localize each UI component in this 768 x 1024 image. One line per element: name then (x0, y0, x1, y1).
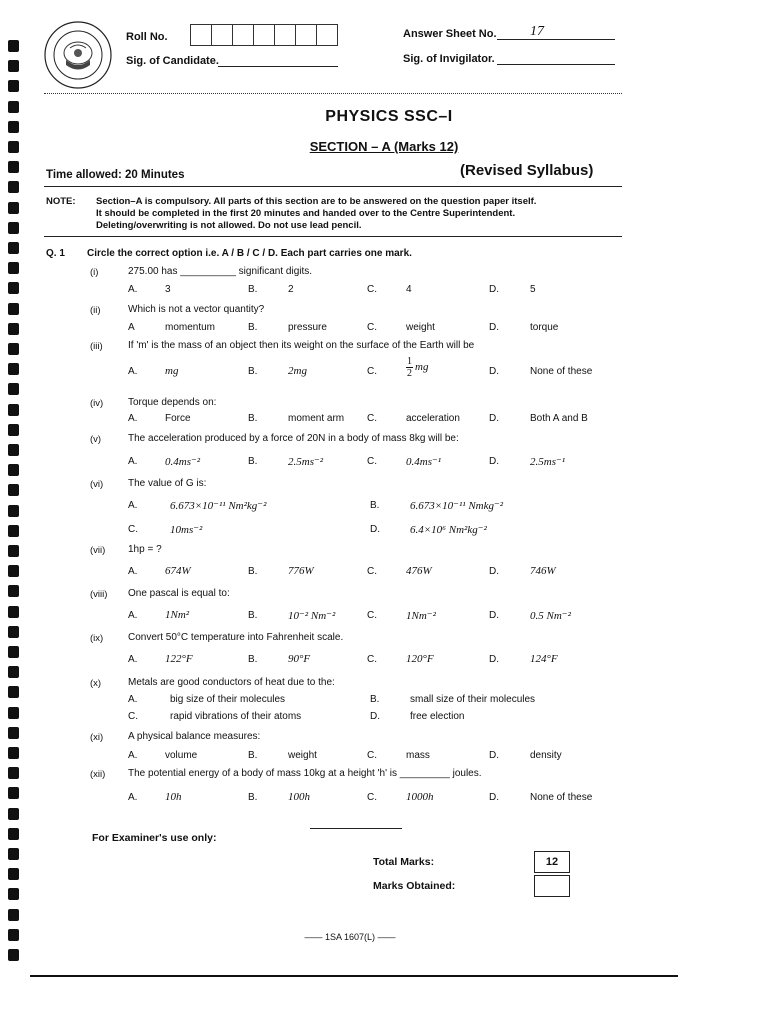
binding-hole (8, 626, 19, 638)
option-choice[interactable]: weight (288, 750, 317, 761)
question-part-number: (vii) (90, 545, 106, 556)
binding-hole (8, 262, 19, 274)
option-choice[interactable]: 746W (530, 565, 556, 577)
candidate-signature-line[interactable] (218, 66, 338, 67)
binding-hole (8, 888, 19, 900)
invigilator-signature-line[interactable] (497, 64, 615, 65)
section-title: SECTION – A (Marks 12) (309, 139, 459, 154)
option-letter: A. (128, 366, 138, 377)
option-letter: C. (367, 792, 377, 803)
option-letter: C. (367, 566, 377, 577)
binding-holes (8, 40, 22, 970)
option-choice[interactable] (406, 356, 428, 379)
binding-hole (8, 747, 19, 759)
question-text: Which is not a vector quantity? (128, 304, 265, 315)
option-choice[interactable]: 0.4ms⁻² (165, 456, 201, 468)
binding-hole (8, 727, 19, 739)
binding-hole (8, 848, 19, 860)
binding-hole (8, 646, 19, 658)
question-part-number: (viii) (90, 589, 108, 600)
option-letter: D. (370, 711, 380, 722)
question-text: The potential energy of a body of mass 10kg at a height 'h' is _________ joules. (128, 768, 482, 779)
binding-hole (8, 424, 19, 436)
option-letter: D. (489, 456, 499, 467)
option-choice[interactable]: small size of their molecules (410, 694, 536, 705)
option-choice[interactable]: None of these (530, 366, 593, 377)
question-part-number: (i) (90, 267, 99, 278)
total-marks-box: 12 (534, 851, 570, 873)
question-part-number: (ix) (90, 633, 104, 644)
answer-sheet-line[interactable] (497, 39, 615, 40)
question-text: A physical balance measures: (128, 731, 261, 742)
option-letter: A. (128, 694, 138, 705)
syllabus-label: (Revised Syllabus) (460, 162, 594, 179)
option-letter: B. (248, 654, 258, 665)
question-part-number: (iv) (90, 398, 104, 409)
question-text: 1hp = ? (128, 544, 162, 555)
fraction-denominator: 2 (407, 368, 412, 379)
option-choice[interactable]: 6.673×10⁻¹¹ Nm²kg⁻² (170, 500, 267, 512)
question-text: 275.00 has __________ significant digits. (128, 266, 313, 277)
option-letter: C. (367, 610, 377, 621)
option-letter: D. (489, 322, 499, 333)
option-letter: C. (367, 456, 377, 467)
binding-hole (8, 202, 19, 214)
question-text: The acceleration produced by a force of 20N in a body of mass 8kg will be: (128, 433, 459, 444)
option-letter: B. (248, 322, 258, 333)
binding-hole (8, 383, 19, 395)
option-choice[interactable]: 0.4ms⁻¹ (406, 456, 442, 468)
option-letter: A. (128, 500, 138, 511)
option-choice[interactable]: torque (530, 322, 559, 333)
binding-hole (8, 323, 19, 335)
option-choice[interactable]: 10h (165, 791, 182, 803)
option-letter: B. (370, 694, 380, 705)
option-choice[interactable]: momentum (165, 322, 216, 333)
binding-hole (8, 767, 19, 779)
option-letter: D. (489, 413, 499, 424)
option-choice[interactable]: moment arm (288, 413, 345, 424)
option-choice[interactable]: 124°F (530, 653, 558, 665)
binding-hole (8, 505, 19, 517)
option-choice[interactable]: 476W (406, 565, 432, 577)
option-letter: B. (370, 500, 380, 511)
option-choice[interactable]: weight (406, 322, 435, 333)
binding-hole (8, 222, 19, 234)
binding-hole (8, 808, 19, 820)
question-number: Q. 1 (46, 248, 65, 259)
binding-hole (8, 545, 19, 557)
binding-hole (8, 363, 19, 375)
option-choice[interactable]: 2.5ms⁻¹ (530, 456, 566, 468)
paper-title: PHYSICS SSC–I (325, 108, 453, 125)
question-text: If 'm' is the mass of an object then its weight on the surface of the Earth will be (128, 340, 475, 351)
binding-hole (8, 464, 19, 476)
option-choice[interactable]: Force (165, 413, 191, 424)
binding-hole (8, 949, 19, 961)
option-letter: A. (128, 750, 138, 761)
option-choice[interactable]: volume (165, 750, 198, 761)
roll-no-boxes[interactable] (190, 24, 338, 46)
option-choice[interactable]: rapid vibrations of their atoms (170, 711, 302, 722)
option-choice[interactable]: 90°F (288, 653, 311, 665)
option-letter: B. (248, 750, 258, 761)
option-letter: D. (489, 610, 499, 621)
option-choice[interactable]: 5 (530, 284, 536, 295)
option-choice[interactable]: 6.673×10⁻¹¹ Nmkg⁻² (410, 500, 504, 512)
binding-hole (8, 80, 19, 92)
option-choice[interactable]: None of these (530, 792, 593, 803)
option-letter: B. (248, 366, 258, 377)
option-letter: A. (128, 566, 138, 577)
option-choice[interactable]: 1Nm⁻² (406, 610, 436, 622)
binding-hole (8, 60, 19, 72)
option-choice[interactable]: mass (406, 750, 430, 761)
option-choice[interactable]: 674W (165, 565, 191, 577)
time-allowed: Time allowed: 20 Minutes (46, 169, 185, 181)
question-text: Convert 50°C temperature into Fahrenheit scale. (128, 632, 344, 643)
examiner-line (310, 828, 402, 829)
paper-code: —— 1SA 1607(L) —— (304, 932, 396, 942)
option-letter: C. (128, 524, 138, 535)
binding-hole (8, 161, 19, 173)
option-choice[interactable]: 120°F (406, 653, 434, 665)
question-text: One pascal is equal to: (128, 588, 230, 599)
option-choice[interactable]: Both A and B (530, 413, 588, 424)
binding-hole (8, 181, 19, 193)
option-letter: D. (489, 366, 499, 377)
note-line-3: Deleting/overwriting is not allowed. Do not use lead pencil. (96, 220, 362, 231)
binding-hole (8, 666, 19, 678)
option-choice[interactable]: 0.5 Nm⁻² (530, 610, 571, 622)
answer-sheet-number: 17 (530, 24, 544, 39)
option-choice[interactable]: 776W (288, 565, 314, 577)
binding-hole (8, 868, 19, 880)
option-choice[interactable]: 4 (406, 284, 412, 295)
binding-hole (8, 343, 19, 355)
option-choice[interactable]: 122°F (165, 653, 193, 665)
option-choice[interactable]: 10ms⁻² (170, 524, 203, 536)
option-choice[interactable]: 6.4×10⁶ Nm²kg⁻² (410, 524, 487, 536)
option-text: mg (415, 361, 429, 374)
note-line-2: It should be completed in the first 20 minutes and handed over to the Centre Superintendent. (96, 208, 516, 219)
option-choice[interactable]: big size of their molecules (170, 694, 286, 705)
question-text: Torque depends on: (128, 397, 217, 408)
marks-obtained-label: Marks Obtained: (373, 880, 456, 892)
invigilator-signature-label: Sig. of Invigilator. (403, 53, 495, 65)
option-choice[interactable]: density (530, 750, 562, 761)
question-part-number: (x) (90, 678, 102, 689)
binding-hole (8, 525, 19, 537)
option-letter: B. (248, 566, 258, 577)
option-letter: B. (248, 456, 258, 467)
question-instruction: Circle the correct option i.e. A / B / C / D. Each part carries one mark. (87, 248, 412, 259)
binding-hole (8, 404, 19, 416)
question-part-number: (xi) (90, 732, 104, 743)
binding-hole (8, 909, 19, 921)
option-letter: B. (248, 792, 258, 803)
option-letter: A. (128, 654, 138, 665)
option-letter: A. (128, 456, 138, 467)
binding-hole (8, 787, 19, 799)
fraction-numerator: 1 (407, 356, 412, 367)
note-label: NOTE: (46, 196, 76, 207)
option-choice[interactable]: acceleration (406, 413, 460, 424)
binding-hole (8, 282, 19, 294)
binding-hole (8, 606, 19, 618)
option-letter: C. (367, 284, 377, 295)
option-choice[interactable]: 2.5ms⁻² (288, 456, 324, 468)
binding-hole (8, 40, 19, 52)
binding-hole (8, 828, 19, 840)
option-letter: B. (248, 610, 258, 621)
question-part-number: (xii) (90, 769, 106, 780)
option-choice[interactable]: 1Nm² (165, 609, 190, 621)
paper-code-text: 1SA 1607(L) (324, 932, 376, 942)
option-choice[interactable]: 100h (288, 791, 310, 803)
option-letter: D. (370, 524, 380, 535)
option-choice[interactable]: 3 (165, 284, 171, 295)
examiner-label: For Examiner's use only: (92, 832, 217, 844)
binding-hole (8, 303, 19, 315)
question-text: Metals are good conductors of heat due to the: (128, 677, 335, 688)
question-part-number: (iii) (90, 341, 103, 352)
option-letter: B. (248, 413, 258, 424)
question-part-number: (ii) (90, 305, 101, 316)
binding-hole (8, 707, 19, 719)
option-letter: A. (128, 792, 138, 803)
binding-hole (8, 565, 19, 577)
option-choice[interactable]: pressure (288, 322, 327, 333)
option-letter: A (128, 322, 135, 333)
question-part-number: (vi) (90, 479, 104, 490)
candidate-signature-label: Sig. of Candidate. (126, 55, 219, 67)
binding-hole (8, 444, 19, 456)
option-choice[interactable]: 1000h (406, 791, 434, 803)
total-marks-label: Total Marks: (373, 856, 435, 868)
answer-sheet-label: Answer Sheet No. (403, 28, 497, 40)
option-letter: A. (128, 413, 138, 424)
option-letter: D. (489, 792, 499, 803)
option-choice[interactable]: mg (165, 365, 179, 377)
option-letter: A. (128, 610, 138, 621)
option-choice[interactable]: 2 (288, 284, 294, 295)
option-letter: D. (489, 750, 499, 761)
option-letter: C. (367, 654, 377, 665)
marks-obtained-box[interactable] (534, 875, 570, 897)
option-letter: B. (248, 284, 258, 295)
page-bottom-edge (30, 975, 678, 977)
fraction (406, 356, 413, 379)
option-letter: C. (367, 366, 377, 377)
question-text: The value of G is: (128, 478, 207, 489)
option-letter: D. (489, 654, 499, 665)
divider (44, 186, 622, 187)
option-letter: C. (128, 711, 138, 722)
option-letter: A. (128, 284, 138, 295)
option-letter: D. (489, 284, 499, 295)
option-choice[interactable]: 2mg (288, 365, 307, 377)
binding-hole (8, 686, 19, 698)
note-line-1: Section–A is compulsory. All parts of this section are to be answered on the question paper itself. (96, 196, 537, 207)
option-choice[interactable]: free election (410, 711, 465, 722)
roll-no-label: Roll No. (126, 31, 168, 43)
option-letter: C. (367, 322, 377, 333)
option-letter: C. (367, 750, 377, 761)
option-letter: D. (489, 566, 499, 577)
binding-hole (8, 585, 19, 597)
binding-hole (8, 242, 19, 254)
binding-hole (8, 484, 19, 496)
board-seal-logo (42, 20, 114, 90)
option-choice[interactable]: 10⁻² Nm⁻² (288, 610, 336, 622)
divider (44, 236, 622, 237)
question-part-number: (v) (90, 434, 102, 445)
cut-line (44, 93, 622, 94)
option-letter: C. (367, 413, 377, 424)
